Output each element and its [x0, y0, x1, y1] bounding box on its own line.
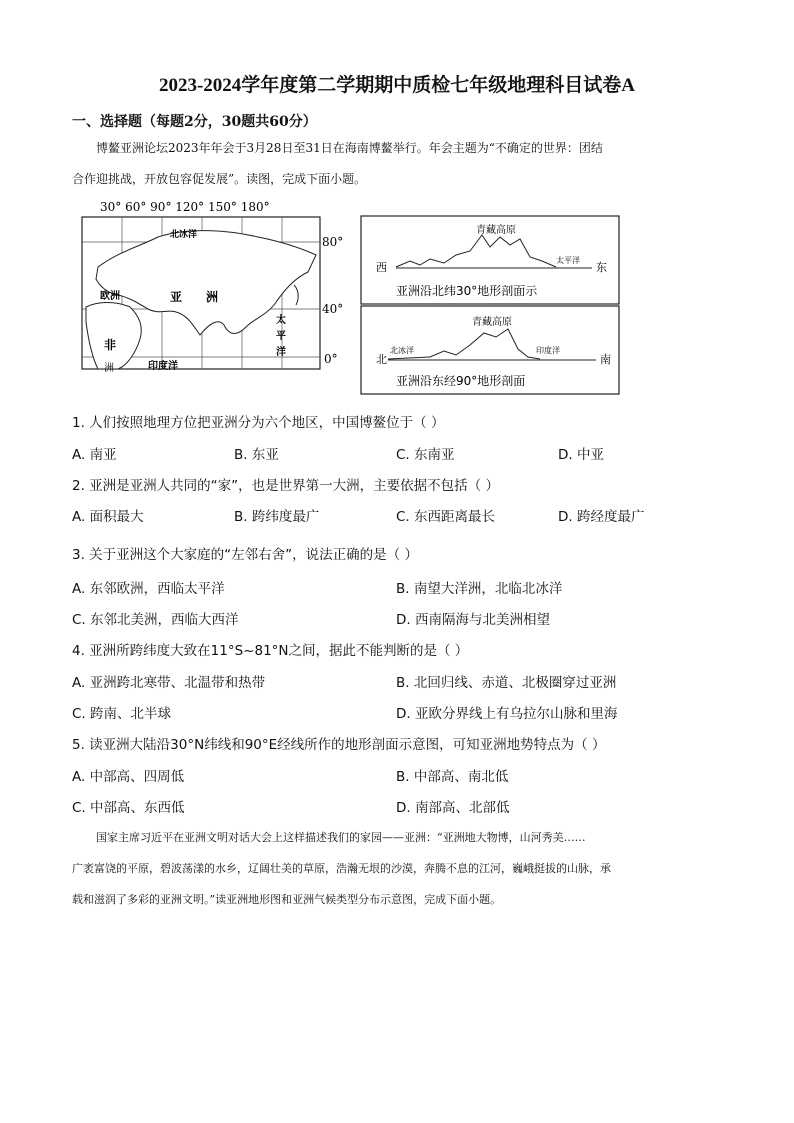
japan-shape — [294, 285, 298, 305]
africa-label-2: 洲 — [104, 363, 114, 374]
lat-0-label: 0° — [324, 352, 338, 366]
bottom-plateau-label: 青藏高原 — [472, 317, 512, 328]
terrain-profiles — [360, 215, 620, 395]
q4-option-a[interactable]: A. 亚洲跨北寒带、北温带和热带 — [72, 675, 266, 691]
bottom-profile-caption: 亚洲沿东经90°地形剖面 — [396, 374, 526, 388]
east-label: 东 — [596, 261, 607, 274]
asia-label-2: 洲 — [206, 290, 219, 304]
passage-2-line-3: 载和滋润了多彩的亚洲文明。”读亚洲地形图和亚洲气候类型分布示意图，完成下面小题。 — [72, 893, 502, 906]
q1-option-c[interactable]: C. 东南亚 — [396, 447, 455, 463]
question-3-stem: 3. 关于亚洲这个大家庭的“左邻右舍”，说法正确的是（ ） — [72, 547, 418, 563]
question-2-stem: 2. 亚洲是亚洲人共同的“家”，也是世界第一大洲，主要依据不包括（ ） — [72, 478, 499, 494]
bottom-indian-label: 印度洋 — [536, 346, 560, 355]
q3-option-a[interactable]: A. 东邻欧洲，西临太平洋 — [72, 581, 225, 597]
passage-1 — [72, 133, 722, 195]
lat-30-profile-line — [396, 235, 556, 267]
question-4-stem: 4. 亚洲所跨纬度大致在11°S~81°N之间，据此不能判断的是（ ） — [72, 643, 469, 659]
europe-label: 欧洲 — [100, 291, 120, 302]
arctic-ocean-label: 北冰洋 — [170, 230, 198, 240]
question-5-stem: 5. 读亚洲大陆沿30°N纬线和90°E经线所作的地形剖面示意图，可知亚洲地势特点为（ ） — [72, 737, 606, 753]
question-1-stem: 1. 人们按照地理方位把亚洲分为六个地区，中国博鳌位于（ ） — [72, 415, 445, 431]
q4-option-c[interactable]: C. 跨南、北半球 — [72, 706, 172, 722]
passage-1-line-1: 博鳌亚洲论坛2023年年会于3月28日至31日在海南博鳌举行。年会主题为“不确定的世界：团结 — [96, 141, 603, 155]
north-label: 北 — [376, 353, 387, 366]
passage-2 — [72, 822, 722, 915]
passage-2-line-2: 广袤富饶的平原，碧波荡漾的水乡，辽阔壮美的草原，浩瀚无垠的沙漠，奔腾不息的江河，巍峨挺拔的山脉，承 — [72, 862, 611, 875]
q2-option-d[interactable]: D. 跨经度最广 — [558, 509, 645, 525]
q1-option-a[interactable]: A. 南亚 — [72, 447, 117, 463]
q5-option-b[interactable]: B. 中部高、南北低 — [396, 769, 509, 785]
q4-option-b[interactable]: B. 北回归线、赤道、北极圈穿过亚洲 — [396, 675, 617, 691]
page-title: 2023-2024学年度第二学期期中质检七年级地理科目试卷A — [158, 75, 636, 96]
west-label: 西 — [376, 261, 387, 274]
pacific-label-1: 太 — [276, 315, 286, 326]
q2-option-a[interactable]: A. 面积最大 — [72, 509, 144, 525]
q2-option-c[interactable]: C. 东西距离最长 — [396, 509, 496, 525]
q5-option-c[interactable]: C. 中部高、东西低 — [72, 800, 185, 816]
south-label: 南 — [600, 353, 611, 366]
africa-label-1: 非 — [104, 338, 117, 352]
q4-option-d[interactable]: D. 亚欧分界线上有乌拉尔山脉和里海 — [396, 706, 618, 722]
top-profile-caption: 亚洲沿北纬30°地形剖面示 — [396, 284, 538, 298]
lat-40-label: 40° — [322, 302, 344, 316]
passage-2-line-1: 国家主席习近平在亚洲文明对话大会上这样描述我们的家园——亚洲：“亚洲地大物博，山河秀美…… — [96, 831, 586, 844]
top-plateau-label: 青藏高原 — [476, 225, 516, 236]
lat-80-label: 80° — [322, 235, 344, 249]
q3-option-d[interactable]: D. 西南隔海与北美洲相望 — [396, 612, 550, 628]
q1-option-d[interactable]: D. 中亚 — [558, 447, 604, 463]
q3-option-b[interactable]: B. 南望大洋洲，北临北冰洋 — [396, 581, 563, 597]
q3-option-c[interactable]: C. 东邻北美洲，西临大西洋 — [72, 612, 239, 628]
q5-option-a[interactable]: A. 中部高、四周低 — [72, 769, 185, 785]
section-heading: 一、选择题（每题2分，30题共60分） — [72, 114, 317, 130]
passage-1-line-2: 合作迎挑战，开放包容促发展”。读图，完成下面小题。 — [72, 172, 367, 186]
pacific-label-2: 平 — [276, 331, 286, 342]
bottom-arctic-label: 北冰洋 — [390, 346, 414, 355]
africa-shape — [86, 303, 141, 370]
asia-label-1: 亚 — [170, 290, 183, 304]
q1-option-b[interactable]: B. 东亚 — [234, 447, 279, 463]
longitude-labels: 30° 60° 90° 120° 150° 180° — [100, 200, 270, 214]
q5-option-d[interactable]: D. 南部高、北部低 — [396, 800, 510, 816]
pacific-label-3: 洋 — [276, 347, 286, 358]
asia-location-map — [78, 197, 358, 375]
indian-ocean-label: 印度洋 — [148, 361, 178, 372]
q2-option-b[interactable]: B. 跨纬度最广 — [234, 509, 320, 525]
top-pacific-label: 太平洋 — [556, 256, 580, 265]
